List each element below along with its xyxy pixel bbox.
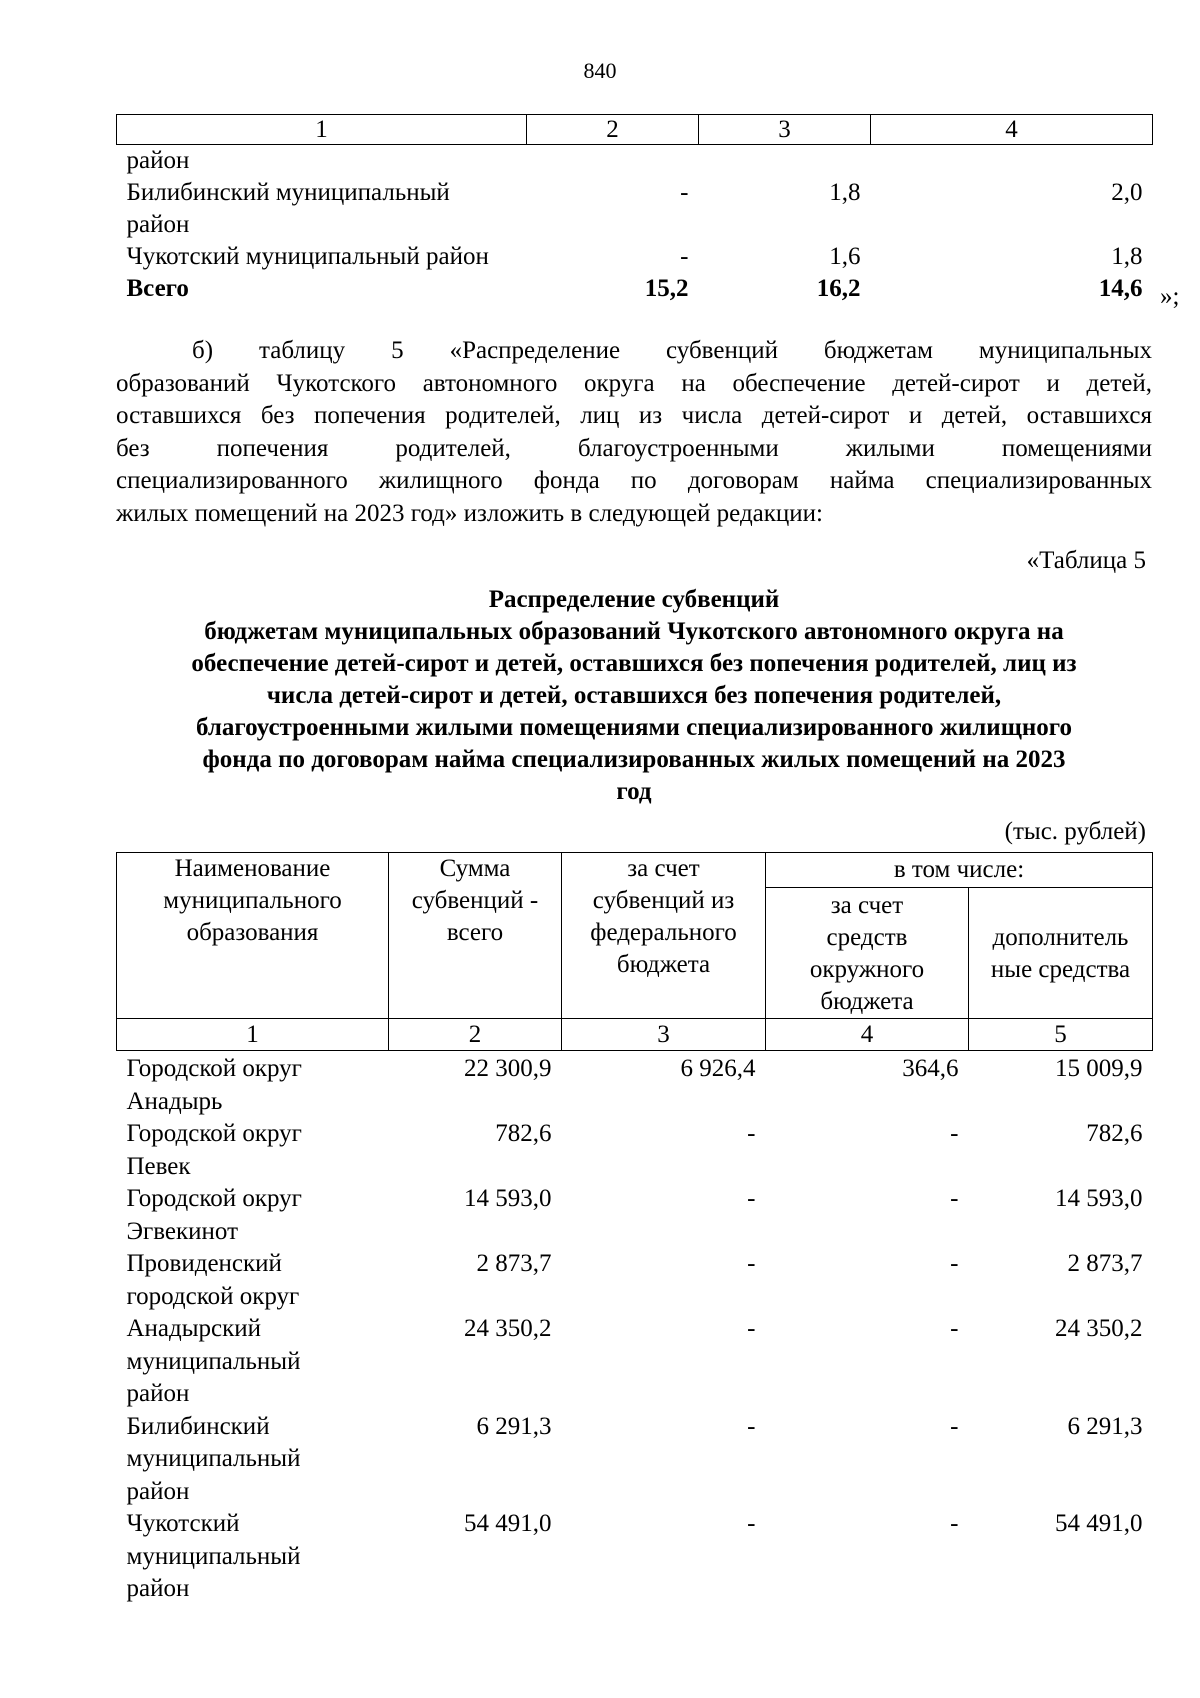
table-row: [117, 1118, 1153, 1183]
additional-cell: 14 593,0: [1055, 1185, 1143, 1212]
column-number: 3: [699, 115, 871, 145]
district-cell: -: [950, 1412, 959, 1440]
name-line: Городской округ: [126, 1120, 302, 1147]
total-cell: 2 873,7: [476, 1250, 552, 1277]
federal-cell: -: [747, 1315, 756, 1342]
column-number: 1: [117, 1019, 389, 1051]
name-line: Городской округ: [126, 1185, 302, 1212]
district-cell: 364,6: [902, 1055, 959, 1082]
additional-cell: 6 291,3: [1067, 1412, 1143, 1440]
value-cell: [527, 209, 699, 241]
value-cell: [871, 209, 1153, 241]
name-line: район: [126, 1380, 190, 1407]
header-group: в том числе:: [766, 853, 1153, 888]
name-line: Анадырь: [126, 1087, 223, 1115]
column-number: 4: [766, 1019, 969, 1051]
municipality-name: [117, 1051, 389, 1119]
table-row: [117, 1051, 1153, 1119]
total-value: 15,2: [644, 275, 689, 302]
table-row: [117, 209, 1153, 241]
title-line: благоустроенными жилыми помещениями специализированного жилищного: [196, 714, 1072, 741]
header-line: за счет: [627, 855, 700, 882]
column-number: 4: [871, 115, 1153, 145]
name-line: район: [126, 1477, 190, 1505]
header-line: всего: [446, 919, 504, 946]
header-line: бюджета: [616, 951, 711, 978]
additional-cell: 782,6: [1086, 1120, 1143, 1147]
table-caption: «Таблица 5: [1026, 547, 1146, 574]
title-line: год: [616, 778, 652, 805]
federal-cell: -: [747, 1185, 756, 1212]
name-line: муниципальный: [126, 1445, 301, 1472]
subvention-table: [116, 852, 1153, 1606]
district-cell: -: [950, 1510, 959, 1537]
name-line: Чукотский: [126, 1510, 240, 1537]
value-cell: 1,8: [829, 179, 861, 206]
additional-cell: 2 873,7: [1067, 1250, 1143, 1277]
value-cell: [699, 145, 871, 178]
continuation-table-header: [117, 115, 1153, 145]
name-line: городской округ: [126, 1282, 300, 1310]
municipality-name: [117, 1508, 389, 1606]
additional-cell: 24 350,2: [1055, 1315, 1143, 1342]
federal-cell: -: [747, 1120, 756, 1147]
closing-quote: »;: [1160, 283, 1180, 310]
value-cell: [871, 145, 1153, 178]
value-cell: 1,6: [829, 243, 861, 270]
federal-cell: 6 926,4: [680, 1055, 756, 1082]
table-row: [117, 241, 1153, 273]
paragraph-line: образований Чукотского автономного округа на обеспечение детей-сирот и детей,: [116, 369, 1152, 397]
total-row: [117, 273, 1153, 305]
table-header-row: [117, 853, 1153, 888]
total-value: 14,6: [1098, 275, 1143, 302]
municipality-name: [117, 1183, 389, 1248]
municipality-name: район: [126, 211, 190, 238]
header-total: [389, 853, 562, 1019]
title-line: числа детей-сирот и детей, оставшихся без попечения родителей,: [266, 682, 1002, 709]
total-cell: 6 291,3: [476, 1412, 552, 1440]
header-line: образования: [186, 919, 319, 946]
municipality-name: [117, 1118, 389, 1183]
header-line: ные средства: [990, 956, 1131, 983]
header-name: [117, 853, 389, 1019]
total-cell: 54 491,0: [464, 1510, 552, 1537]
total-cell: 782,6: [495, 1120, 552, 1147]
table-title: [116, 584, 1152, 808]
column-numbers-row: [117, 1019, 1153, 1051]
district-cell: -: [950, 1315, 959, 1342]
paragraph-line: без попечения родителей, благоустроенными жилыми помещениями: [116, 434, 1152, 462]
header-line: средств: [826, 924, 908, 951]
value-cell: [699, 209, 871, 241]
header-district: [766, 888, 969, 1019]
name-line: Билибинский: [126, 1412, 270, 1440]
district-cell: -: [950, 1120, 959, 1147]
municipality-name: район: [126, 147, 190, 174]
value-cell: 2,0: [1111, 179, 1143, 206]
municipality-name: Билибинский муниципальный: [126, 179, 450, 206]
additional-cell: 54 491,0: [1055, 1510, 1143, 1537]
amendment-paragraph: [116, 335, 1152, 530]
paragraph-line: б) таблицу 5 «Распределение субвенций бюджетам муниципальных: [192, 337, 1152, 364]
title-line: бюджетам муниципальных образований Чукотского автономного округа на: [204, 618, 1064, 645]
name-line: муниципальный: [126, 1347, 301, 1375]
table-row: [117, 1313, 1153, 1411]
column-number: 3: [562, 1019, 766, 1051]
header-federal: [562, 853, 766, 1019]
title-line: обеспечение детей-сирот и детей, оставшихся без попечения родителей, лиц из: [191, 650, 1077, 677]
header-line: за счет: [830, 892, 904, 919]
municipality-name: [117, 1248, 389, 1313]
name-line: Певек: [126, 1152, 191, 1180]
table-row: [117, 1183, 1153, 1248]
municipality-name: Чукотский муниципальный район: [126, 243, 489, 270]
header-line: муниципального: [163, 887, 342, 914]
header-line: дополнитель: [992, 924, 1129, 951]
value-cell: 1,8: [1111, 243, 1143, 270]
header-line: окружного: [809, 956, 925, 983]
header-additional: [969, 888, 1153, 1019]
name-line: район: [126, 1575, 190, 1602]
header-line: Наименование: [174, 855, 331, 882]
paragraph-line: специализированного жилищного фонда по договорам найма специализированных: [116, 467, 1152, 494]
paragraph-line: жилых помещений на 2023 год» изложить в следующей редакции:: [116, 499, 823, 527]
table-row: [117, 177, 1153, 209]
column-number: 1: [117, 115, 527, 145]
district-cell: -: [950, 1185, 959, 1212]
paragraph-line: оставшихся без попечения родителей, лиц из числа детей-сирот и детей, оставшихся: [116, 402, 1152, 429]
units-label: (тыс. рублей): [1004, 818, 1146, 845]
name-line: Анадырский: [126, 1315, 262, 1342]
column-number: 5: [969, 1019, 1153, 1051]
table-row: [117, 1411, 1153, 1509]
municipality-name: [117, 1411, 389, 1509]
table-row: [117, 145, 1153, 178]
value-cell: -: [680, 243, 689, 270]
additional-cell: 15 009,9: [1055, 1055, 1143, 1082]
total-value: 16,2: [816, 275, 861, 302]
value-cell: [527, 145, 699, 178]
column-number: 2: [389, 1019, 562, 1051]
continuation-table: [116, 114, 1153, 305]
total-cell: 22 300,9: [464, 1055, 552, 1082]
total-cell: 14 593,0: [464, 1185, 552, 1212]
municipality-name: [117, 1313, 389, 1411]
district-cell: -: [950, 1250, 959, 1277]
federal-cell: -: [747, 1510, 756, 1537]
total-cell: 24 350,2: [464, 1315, 552, 1342]
title-line: фонда по договорам найма специализированных жилых помещений на 2023: [202, 746, 1066, 773]
header-line: федерального: [590, 919, 737, 946]
header-line: субвенций из: [592, 887, 735, 914]
name-line: Провиденский: [126, 1250, 282, 1277]
header-line: субвенций -: [411, 887, 539, 914]
federal-cell: -: [747, 1412, 756, 1440]
table-row: [117, 1248, 1153, 1313]
total-label: Всего: [126, 275, 189, 302]
value-cell: -: [680, 179, 689, 206]
table-row: [117, 1508, 1153, 1606]
page-number: 840: [583, 58, 617, 83]
name-line: муниципальный: [126, 1542, 301, 1570]
header-line: бюджета: [820, 988, 914, 1015]
federal-cell: -: [747, 1250, 756, 1277]
name-line: Городской округ: [126, 1055, 302, 1082]
column-number: 2: [527, 115, 699, 145]
title-line: Распределение субвенций: [488, 586, 780, 613]
header-line: Сумма: [439, 855, 511, 882]
name-line: Эгвекинот: [126, 1217, 239, 1245]
